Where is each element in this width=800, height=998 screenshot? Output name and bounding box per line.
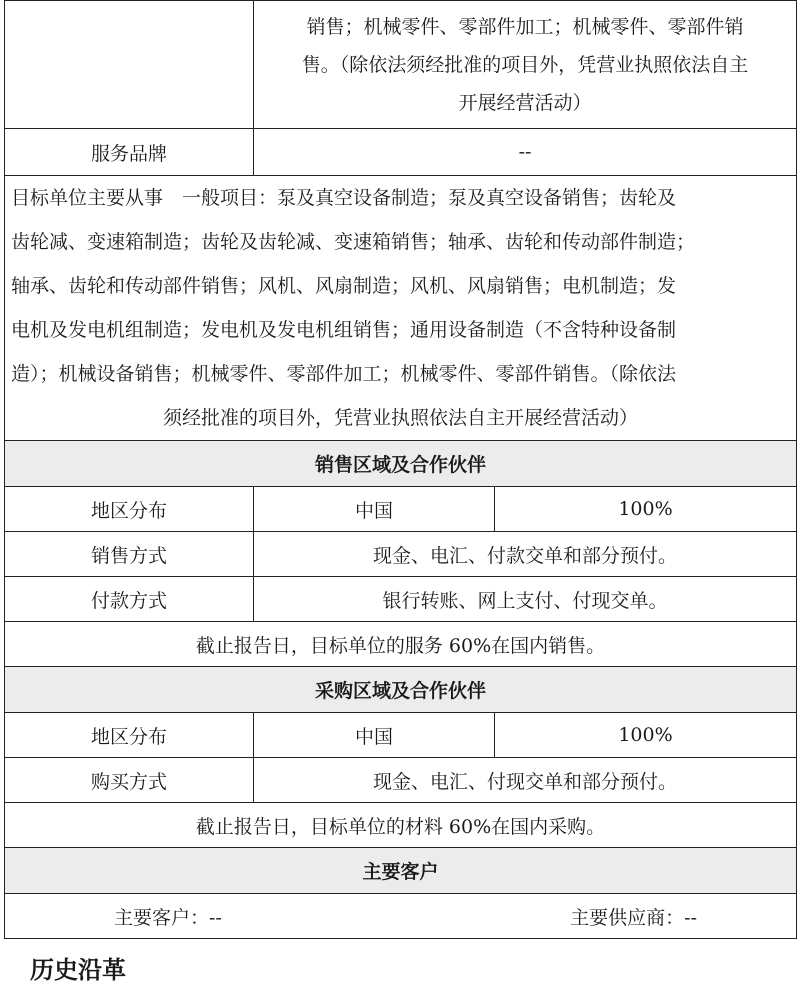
payment-method-label: 付款方式 <box>5 577 254 622</box>
customers-header-row <box>5 848 797 894</box>
sales-region-label: 地区分布 <box>5 487 254 532</box>
purchase-note-row <box>5 803 797 848</box>
main-business-row <box>5 176 797 441</box>
payment-method-value: 银行转账、网上支付、付现交单。 <box>254 577 797 622</box>
sales-note-row <box>5 622 797 667</box>
service-brand-row <box>5 129 797 176</box>
sales-header: 销售区域及合作伙伴 <box>5 441 797 487</box>
purchase-region-value: 中国 <box>254 713 495 758</box>
customers-cell <box>5 894 797 939</box>
main-business-text: 目标单位主要从事 一般项目：泵及真空设备制造；泵及真空设备销售；齿轮及 齿轮减、变速箱制造；齿轮及齿轮减、变速箱销售；轴承、齿轮和传动部件制造； 轴承、齿轮和传动部件销售；风机、风扇制造；风机、风扇销售；电机制造；发 电机及发电机组制造；发电机及发电机组销售；通用设备制造（不含特种设备制 造）；机械设备销售；机械零件、零部件加工；机械零件、零部件销售。（除依法 须经批准的项目外，凭营业执照依法自主开展经营活动） <box>5 176 797 441</box>
purchase-region-row <box>5 713 797 758</box>
main-supplier-text: 主要供应商：-- <box>570 906 698 929</box>
customers-header: 主要客户 <box>5 848 797 894</box>
purchase-header-row <box>5 667 797 713</box>
sales-header-row <box>5 441 797 487</box>
purchase-method-label: 购买方式 <box>5 758 254 803</box>
purchase-method-value: 现金、电汇、付现交单和部分预付。 <box>254 758 797 803</box>
sales-note: 截止报告日，目标单位的服务 60%在国内销售。 <box>5 622 797 667</box>
empty-label-cell <box>5 1 254 129</box>
purchase-header: 采购区域及合作伙伴 <box>5 667 797 713</box>
payment-method-row <box>5 577 797 622</box>
purchase-region-label: 地区分布 <box>5 713 254 758</box>
sales-region-value: 中国 <box>254 487 495 532</box>
sales-region-row <box>5 487 797 532</box>
customers-row <box>5 894 797 939</box>
sales-method-label: 销售方式 <box>5 532 254 577</box>
main-customer-text: 主要客户：-- <box>114 906 222 929</box>
section-title-history: 历史沿革 <box>30 956 126 984</box>
sales-method-row <box>5 532 797 577</box>
purchase-note: 截止报告日，目标单位的材料 60%在国内采购。 <box>5 803 797 848</box>
purchase-method-row <box>5 758 797 803</box>
purchase-region-percent: 100% <box>495 713 797 758</box>
company-info-table <box>4 0 797 939</box>
service-brand-value: -- <box>254 129 797 176</box>
sales-region-percent: 100% <box>495 487 797 532</box>
service-brand-label: 服务品牌 <box>5 129 254 176</box>
sales-method-value: 现金、电汇、付款交单和部分预付。 <box>254 532 797 577</box>
business-scope-continued-row <box>5 1 797 129</box>
business-scope-text: 销售；机械零件、零部件加工；机械零件、零部件销 售。（除依法须经批准的项目外，凭营业执照依法自主 开展经营活动） <box>254 1 797 129</box>
